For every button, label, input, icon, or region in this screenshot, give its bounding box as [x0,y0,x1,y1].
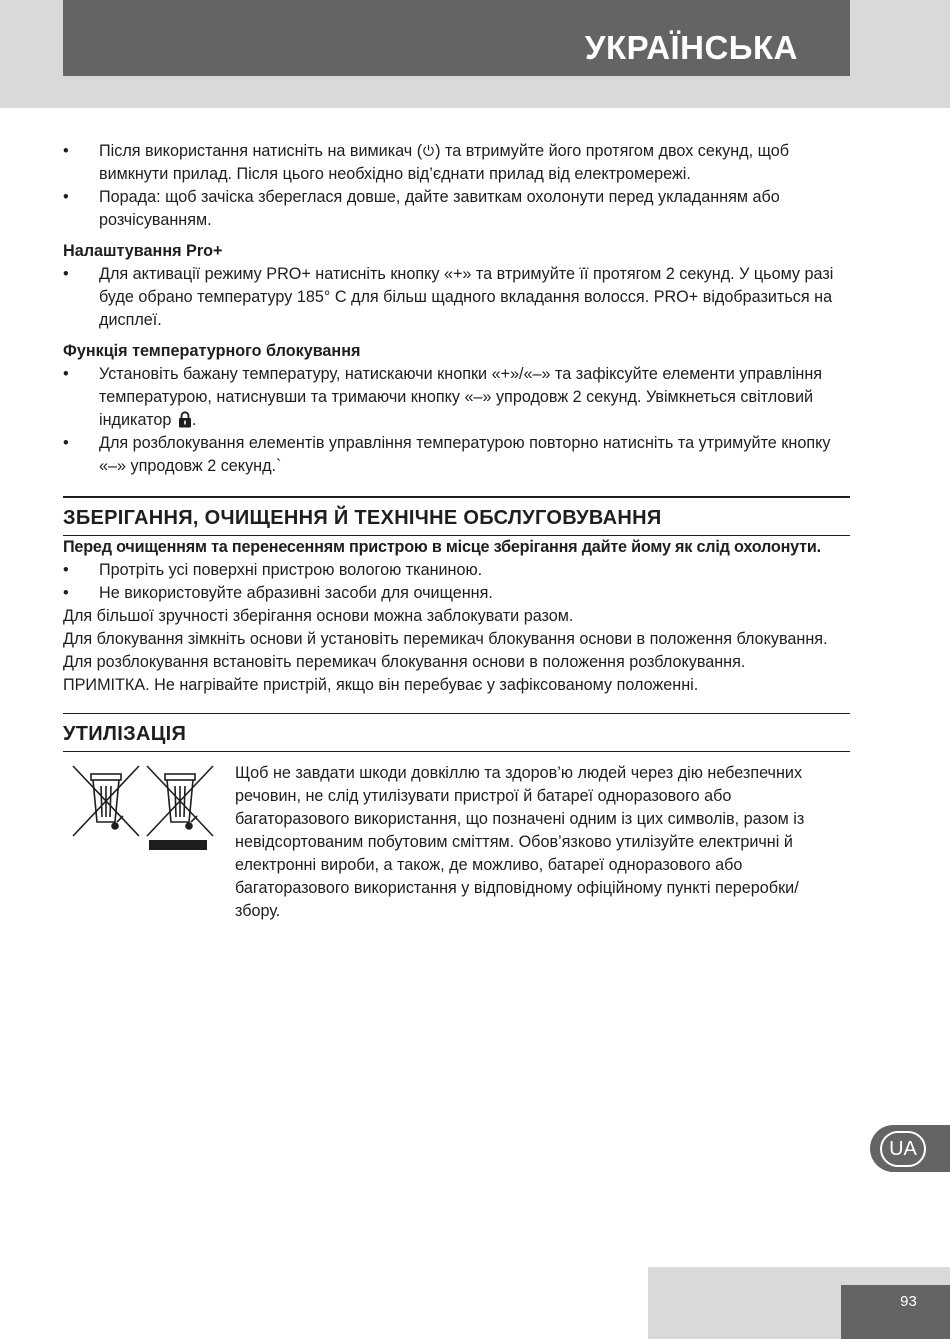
list-item: • Не використовуйте абразивні засоби для очищення. [63,582,850,605]
storage-paragraph: Для розблокування встановіть перемикач блокування основи в положення розблокування. [63,653,746,671]
storage-section-heading: ЗБЕРІГАННЯ, ОЧИЩЕННЯ Й ТЕХНІЧНЕ ОБСЛУГОВУВАННЯ [63,496,850,536]
list-item: • Установіть бажану температуру, натискаючи кнопки «+»/«–» та зафіксуйте елементи управління температурою, натиснувши та тримаючи кнопку «–» упродовж 2 секунд. Увімкнеться світловий індикатор . [63,363,850,432]
intro-bullet-list [63,140,850,232]
pro-section-title: Налаштування Pro+ [63,242,223,260]
disposal-text: Щоб не завдати шкоди довкіллю та здоров’ю людей через дію небезпечних речовин, не слід утилізувати пристрої й батареї одноразового або багаторазового використання, що позначені одним із цих символів, разом із невідсортованим побутовим сміттям. Обов’язково утилізуйте електричні й електронні вироби, а також, де можливо, батареї одноразового або багаторазового використання у відповідному офіційному пункті переробки/збору. [235,764,805,920]
list-item: • Для активації режиму PRO+ натисніть кнопку «+» та втримуйте її протягом 2 секунд. У цьому разі буде обрано температуру 185° C для більш щадного вкладання волосся. PRO+ відобразиться на дисплеї. [63,263,850,332]
storage-lead: Перед очищенням та перенесенням пристрою в місце зберігання дайте йому як слід охолонути. [63,538,821,556]
crossed-bin-bar-icon [147,766,213,836]
storage-paragraph: Для більшої зручності зберігання основи можна заблокувати разом. [63,607,574,625]
disposal-symbols [69,762,219,862]
page-number: 93 [900,1293,917,1310]
disposal-section-heading: УТИЛІЗАЦІЯ [63,713,850,752]
lock-bullet-list [63,363,850,478]
pro-bullet-list [63,263,850,332]
main-content [63,140,850,932]
page-title: УКРАЇНСЬКА [584,29,798,66]
disposal-block [63,762,850,932]
list-item: • Після використання натисніть на вимикач ( ) та втримуйте його протягом двох секунд, щоб вимкнути прилад. Після цього необхідно від’єднати прилад від електромережі. [63,140,850,186]
lock-section-title: Функція температурного блокування [63,342,361,360]
language-code: UA [880,1131,926,1167]
lock-icon [178,411,192,428]
language-badge [870,1125,950,1172]
list-item: • Для розблокування елементів управління температурою повторно натисніть та утримуйте кнопку «–» упродовж 2 секунд.` [63,432,850,478]
list-item: • Порада: щоб зачіска збереглася довше, дайте завиткам охолонути перед укладанням або розчісуванням. [63,186,850,232]
storage-note: ПРИМІТКА. Не нагрівайте пристрій, якщо він перебуває у зафіксованому положенні. [63,676,699,694]
header-bar [63,0,850,76]
page-number-box [841,1285,950,1339]
storage-bullet-list [63,559,850,605]
bin-bar [149,840,207,850]
crossed-bin-icon [73,766,139,836]
power-icon [422,144,435,157]
storage-paragraph: Для блокування зімкніть основи й установіть перемикач блокування основи в положення блокування. [63,630,828,648]
list-item: • Протріть усі поверхні пристрою вологою тканиною. [63,559,850,582]
